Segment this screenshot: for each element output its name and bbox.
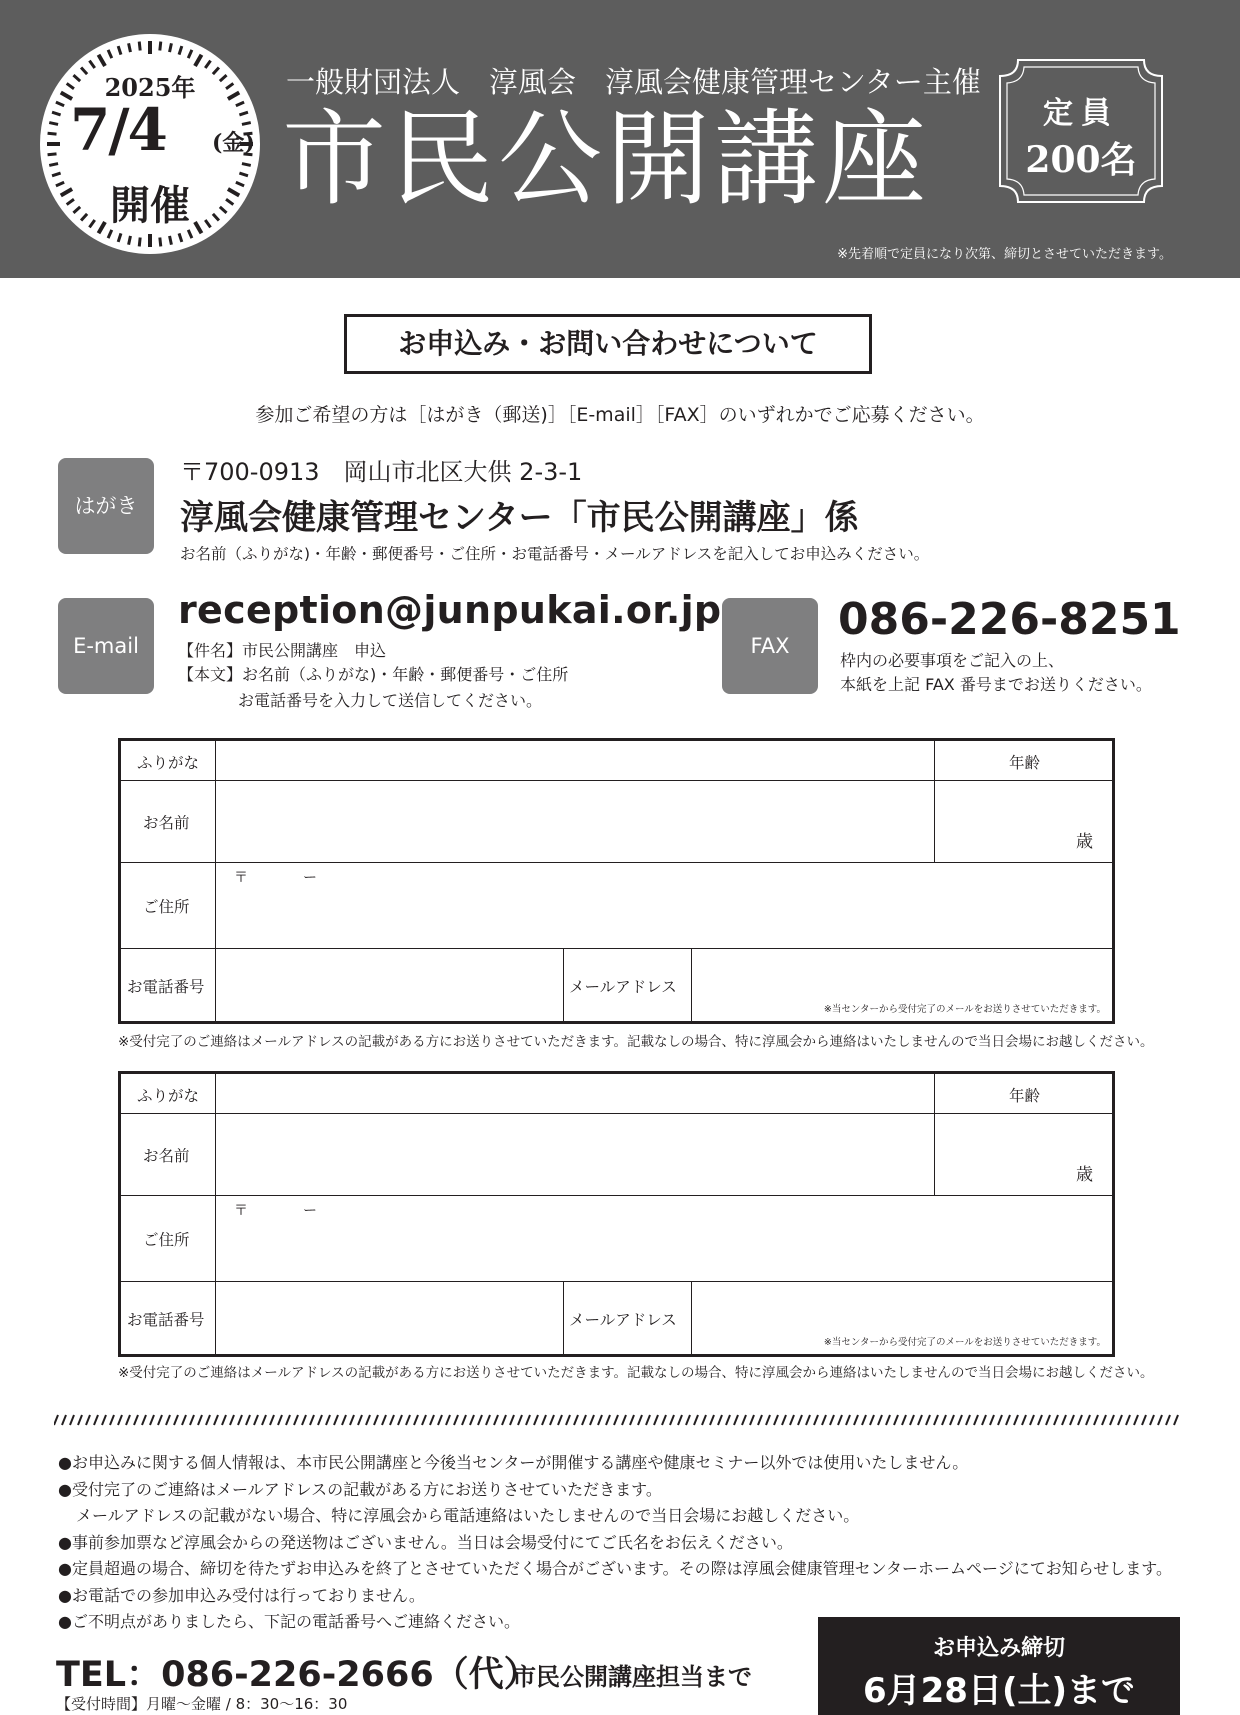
- divider-dash: [558, 1415, 562, 1425]
- phone-email-row: [121, 1282, 1112, 1354]
- divider-dash: [454, 1415, 458, 1425]
- clock-tick: [188, 50, 192, 58]
- divider-dash: [334, 1415, 338, 1425]
- page-title: 市民公開講座: [282, 98, 931, 220]
- divider-dash: [1126, 1415, 1130, 1425]
- divider-dash: [734, 1415, 738, 1425]
- divider-dash: [758, 1415, 762, 1425]
- age-label: 年齢: [1009, 1087, 1041, 1105]
- contact-hours: 【受付時間】月曜〜金曜 / 8：30〜16：30: [56, 1695, 348, 1713]
- name-label: お名前: [143, 1147, 190, 1165]
- apply-methods: 参加ご希望の方は［はがき（郵送)］［E-mail］［FAX］のいずれかでご応募ください。: [255, 404, 985, 426]
- divider-dash: [934, 1415, 938, 1425]
- divider-dash: [1110, 1415, 1114, 1425]
- divider-dash: [326, 1415, 330, 1425]
- clock-tick: [239, 112, 248, 115]
- divider-dash: [214, 1415, 218, 1425]
- divider-dash: [478, 1415, 482, 1425]
- divider-dash: [774, 1415, 778, 1425]
- capacity-badge: [998, 58, 1164, 204]
- clock-tick: [139, 42, 140, 51]
- address-field[interactable]: [217, 1196, 1112, 1281]
- divider-dash: [118, 1415, 122, 1425]
- divider-dash: [662, 1415, 666, 1425]
- divider-dash: [430, 1415, 434, 1425]
- divider-dash: [302, 1415, 306, 1425]
- furigana-row: [121, 741, 1112, 781]
- divider-dash: [150, 1415, 154, 1425]
- divider-dash: [470, 1415, 474, 1425]
- divider-dash: [1166, 1415, 1170, 1425]
- divider-dash: [62, 1415, 66, 1425]
- divider-dash: [462, 1415, 466, 1425]
- email-subject: 【件名】市民公開講座 申込: [178, 641, 387, 660]
- address-row: [121, 1196, 1112, 1282]
- divider-dash: [1054, 1415, 1058, 1425]
- divider-dash: [590, 1415, 594, 1425]
- divider-dash: [598, 1415, 602, 1425]
- clock-tick: [48, 133, 57, 134]
- first-come-note: ※先着順で定員になり次第、締切とさせていただきます。: [837, 247, 1172, 262]
- divider-dash: [654, 1415, 658, 1425]
- divider-dash: [630, 1415, 634, 1425]
- fax-instruction-1: 枠内の必要事項をご記入の上、: [840, 651, 1065, 670]
- divider-dash: [406, 1415, 410, 1425]
- divider-dash: [1134, 1415, 1138, 1425]
- divider-dash: [1142, 1415, 1146, 1425]
- divider-dash: [382, 1415, 386, 1425]
- divider-dash: [534, 1415, 538, 1425]
- divider-dash: [374, 1415, 378, 1425]
- divider-dash: [702, 1415, 706, 1425]
- postal-dash: ー: [303, 1203, 317, 1219]
- divider-dash: [1150, 1415, 1154, 1425]
- phone-label: お電話番号: [127, 978, 205, 996]
- age-unit: 歳: [1076, 832, 1093, 852]
- divider-dash: [886, 1415, 890, 1425]
- divider-dash: [622, 1415, 626, 1425]
- form-footnote-2: ※受付完了のご連絡はメールアドレスの記載がある方にお送りさせていただきます。記載なしの場合、特に淳風会から連絡はいたしませんので当日会場にお越しください。: [118, 1365, 1154, 1381]
- email-body-line1: 【本文】お名前（ふりがな)・年齢・郵便番号・ご住所: [178, 665, 569, 684]
- divider-dash: [134, 1415, 138, 1425]
- phone-field[interactable]: [217, 949, 561, 1021]
- divider-dash: [606, 1415, 610, 1425]
- postcard-note: お名前（ふりがな)・年齢・郵便番号・ご住所・お電話番号・メールアドレスを記入してお申込みください。: [180, 545, 930, 563]
- divider-dash: [438, 1415, 442, 1425]
- divider-dash: [838, 1415, 842, 1425]
- divider-dash: [582, 1415, 586, 1425]
- divider-dash: [366, 1415, 370, 1425]
- divider-dash: [526, 1415, 530, 1425]
- clock-tick: [89, 61, 94, 68]
- event-year: 2025年: [104, 73, 196, 102]
- application-form-1: [118, 738, 1115, 1024]
- postal-mark: 〒: [234, 870, 248, 886]
- divider-dash: [846, 1415, 850, 1425]
- postcard-recipient: 淳風会健康管理センター「市民公開講座」係: [180, 498, 859, 538]
- divider-dash: [1030, 1415, 1034, 1425]
- clock-tick: [118, 233, 121, 242]
- divider-dash: [70, 1415, 74, 1425]
- clock-tick: [205, 61, 210, 68]
- event-weekday: (金): [212, 130, 255, 156]
- divider-dash: [1006, 1415, 1010, 1425]
- divider-dash: [142, 1415, 146, 1425]
- age-unit: 歳: [1076, 1165, 1093, 1185]
- divider-dash: [1038, 1415, 1042, 1425]
- name-field[interactable]: [217, 781, 931, 862]
- divider-dash: [854, 1415, 858, 1425]
- divider-dash: [1158, 1415, 1162, 1425]
- divider-dash: [414, 1415, 418, 1425]
- divider-dash: [1102, 1415, 1106, 1425]
- note-item: ●お申込みに関する個人情報は、本市民公開講座と今後当センターが開催する講座や健康セミナー以外では使用いたしません。: [58, 1453, 969, 1472]
- divider-dash: [574, 1415, 578, 1425]
- divider-dash: [542, 1415, 546, 1425]
- divider-dash: [982, 1415, 986, 1425]
- clock-tick: [160, 42, 161, 51]
- divider-dash: [822, 1415, 826, 1425]
- divider-dash: [1070, 1415, 1074, 1425]
- form-footnote-1: ※受付完了のご連絡はメールアドレスの記載がある方にお送りさせていただきます。記載なしの場合、特に淳風会から連絡はいたしませんので当日会場にお越しください。: [118, 1034, 1154, 1050]
- divider-dash: [54, 1415, 58, 1425]
- divider-dash: [566, 1415, 570, 1425]
- capacity-label: 定員: [1043, 96, 1119, 131]
- divider-dash: [990, 1415, 994, 1425]
- clock-tick: [179, 233, 182, 242]
- email-field-note: ※当センターから受付完了のメールをお送りさせていただきます。: [823, 1004, 1106, 1015]
- divider-dash: [670, 1415, 674, 1425]
- clock-tick: [139, 237, 140, 246]
- clock-tick: [99, 55, 106, 66]
- divider-dash: [502, 1415, 506, 1425]
- divider-dash: [766, 1415, 770, 1425]
- divider-dash: [198, 1415, 202, 1425]
- divider-dash: [942, 1415, 946, 1425]
- divider-dash: [86, 1415, 90, 1425]
- contact-tel-suffix: 市民公開講座担当まで: [512, 1663, 752, 1691]
- divider-dash: [1086, 1415, 1090, 1425]
- name-row: [121, 781, 1112, 863]
- clock-tick: [49, 123, 58, 125]
- divider-dash: [206, 1415, 210, 1425]
- contact-tel: TEL：086-226-2666（代）: [56, 1655, 539, 1695]
- divider-dash: [902, 1415, 906, 1425]
- divider-dash: [398, 1415, 402, 1425]
- divider-dash: [862, 1415, 866, 1425]
- divider-dash: [910, 1415, 914, 1425]
- divider-dash: [254, 1415, 258, 1425]
- age-label: 年齢: [1009, 754, 1041, 772]
- divider-dash: [286, 1415, 290, 1425]
- application-form-2: [118, 1071, 1115, 1357]
- name-field[interactable]: [217, 1114, 931, 1195]
- divider-dash: [646, 1415, 650, 1425]
- divider-dash: [550, 1415, 554, 1425]
- furigana-label: ふりがな: [137, 1087, 200, 1105]
- divider-dash: [342, 1415, 346, 1425]
- phone-label: お電話番号: [127, 1311, 205, 1329]
- postal-dash: ー: [303, 870, 317, 886]
- divider-dash: [422, 1415, 426, 1425]
- clock-tick: [195, 55, 202, 66]
- email-label: メールアドレス: [569, 1311, 677, 1329]
- divider-dash: [126, 1415, 130, 1425]
- capacity-count: 200名: [1025, 139, 1137, 181]
- divider-dash: [806, 1415, 810, 1425]
- divider-dash: [742, 1415, 746, 1425]
- divider-dash: [350, 1415, 354, 1425]
- note-item: ●ご不明点がありましたら、下記の電話番号へご連絡ください。: [58, 1612, 520, 1631]
- header-banner: [0, 0, 1240, 278]
- phone-field[interactable]: [217, 1282, 561, 1354]
- divider-dash: [270, 1415, 274, 1425]
- divider-dash: [782, 1415, 786, 1425]
- divider-dash: [958, 1415, 962, 1425]
- note-item: ●事前参加票など淳風会からの発送物はございません。当日は会場受付にてご氏名をお伝えください。: [58, 1532, 793, 1552]
- divider-dash: [718, 1415, 722, 1425]
- divider-dash: [1046, 1415, 1050, 1425]
- divider-dash: [166, 1415, 170, 1425]
- deadline-label: お申込み締切: [932, 1636, 1065, 1661]
- address-label: ご住所: [143, 898, 190, 916]
- divider-dash: [686, 1415, 690, 1425]
- divider-dash: [830, 1415, 834, 1425]
- divider-dash: [918, 1415, 922, 1425]
- divider-dash: [78, 1415, 82, 1425]
- divider-dash: [798, 1415, 802, 1425]
- divider-dash: [494, 1415, 498, 1425]
- divider-dash: [998, 1415, 1002, 1425]
- divider-dash: [182, 1415, 186, 1425]
- divider-dash: [294, 1415, 298, 1425]
- divider-dash: [790, 1415, 794, 1425]
- postcard-badge: はがき: [58, 458, 154, 554]
- notes-list: [58, 1450, 1172, 1636]
- divider-dash: [358, 1415, 362, 1425]
- divider-dash: [310, 1415, 314, 1425]
- clock-date-badge: [40, 34, 260, 254]
- clock-tick: [170, 43, 172, 52]
- furigana-field[interactable]: [217, 1074, 931, 1113]
- phone-email-row: [121, 949, 1112, 1021]
- divider-dash: [678, 1415, 682, 1425]
- divider-dash: [694, 1415, 698, 1425]
- note-item: メールアドレスの記載がない場合、特に淳風会から電話連絡はいたしませんので当日会場にお越しください。: [76, 1506, 860, 1525]
- deadline-box: [818, 1617, 1180, 1715]
- clock-tick: [49, 164, 58, 166]
- organizer: 一般財団法人 淳風会 淳風会健康管理センター主催: [286, 65, 981, 99]
- fax-badge: FAX: [722, 598, 818, 694]
- email-field-note: ※当センターから受付完了のメールをお送りさせていただきます。: [823, 1337, 1106, 1348]
- divider-dash: [486, 1415, 490, 1425]
- clock-tick: [48, 154, 57, 155]
- clock-tick: [179, 46, 182, 55]
- clock-tick: [129, 236, 131, 245]
- email-address: reception@junpukai.or.jp: [178, 588, 722, 632]
- clock-tick: [160, 237, 161, 246]
- note-item: ●お電話での参加申込み受付は行っておりません。: [58, 1585, 425, 1605]
- clock-tick: [108, 50, 112, 58]
- divider-dash: [966, 1415, 970, 1425]
- divider-dash: [1062, 1415, 1066, 1425]
- divider-dash: [510, 1415, 514, 1425]
- postal-mark: 〒: [234, 1203, 248, 1219]
- divider-dash: [878, 1415, 882, 1425]
- divider-dash: [262, 1415, 266, 1425]
- divider-dash: [190, 1415, 194, 1425]
- divider-dash: [102, 1415, 106, 1425]
- divider-dash: [1094, 1415, 1098, 1425]
- note-item: ●定員超過の場合、締切を待たずお申込みを終了とさせていただく場合がございます。その際は淳風会健康管理センターホームページにてお知らせします。: [58, 1559, 1172, 1578]
- divider-dash: [1014, 1415, 1018, 1425]
- event-date: 7/4: [70, 96, 166, 164]
- clock-tick: [118, 46, 121, 55]
- clock-tick: [188, 230, 192, 238]
- email-label: メールアドレス: [569, 978, 677, 996]
- fax-number: 086-226-8251: [838, 594, 1181, 645]
- divider-dash: [1118, 1415, 1122, 1425]
- furigana-label: ふりがな: [137, 754, 200, 772]
- divider-dash: [174, 1415, 178, 1425]
- divider-dash: [246, 1415, 250, 1425]
- clock-tick: [52, 112, 61, 115]
- divider-dash: [894, 1415, 898, 1425]
- address-label: ご住所: [143, 1231, 190, 1249]
- divider-dash: [1078, 1415, 1082, 1425]
- email-badge: E-mail: [58, 598, 154, 694]
- divider-dash: [222, 1415, 226, 1425]
- postcard-address: 〒700-0913 岡山市北区大供 2-3-1: [180, 458, 583, 486]
- divider-dash: [238, 1415, 242, 1425]
- divider-dash: [710, 1415, 714, 1425]
- dotted-divider: [54, 1414, 1186, 1426]
- address-row: [121, 863, 1112, 949]
- clock-tick: [242, 164, 251, 166]
- furigana-row: [121, 1074, 1112, 1114]
- inquiry-heading: お申込み・お問い合わせについて: [344, 314, 872, 374]
- divider-dash: [318, 1415, 322, 1425]
- name-row: [121, 1114, 1112, 1196]
- divider-dash: [870, 1415, 874, 1425]
- address-field[interactable]: [217, 863, 1112, 948]
- clock-tick: [242, 123, 251, 125]
- divider-dash: [726, 1415, 730, 1425]
- divider-dash: [110, 1415, 114, 1425]
- divider-dash: [1022, 1415, 1026, 1425]
- divider-dash: [230, 1415, 234, 1425]
- divider-dash: [814, 1415, 818, 1425]
- furigana-field[interactable]: [217, 741, 931, 780]
- clock-tick: [170, 236, 172, 245]
- divider-dash: [614, 1415, 618, 1425]
- divider-dash: [974, 1415, 978, 1425]
- divider-dash: [926, 1415, 930, 1425]
- deadline-date: 6月28日(土)まで: [862, 1671, 1136, 1711]
- divider-dash: [446, 1415, 450, 1425]
- email-body-line2: お電話番号を入力して送信してください。: [238, 691, 543, 710]
- divider-dash: [638, 1415, 642, 1425]
- clock-tick: [108, 230, 112, 238]
- divider-dash: [950, 1415, 954, 1425]
- divider-dash: [750, 1415, 754, 1425]
- divider-dash: [1174, 1415, 1178, 1425]
- divider-dash: [94, 1415, 98, 1425]
- divider-dash: [518, 1415, 522, 1425]
- divider-dash: [158, 1415, 162, 1425]
- name-label: お名前: [143, 814, 190, 832]
- divider-dash: [390, 1415, 394, 1425]
- note-item: ●受付完了のご連絡はメールアドレスの記載がある方にお送りさせていただきます。: [58, 1479, 662, 1499]
- clock-tick: [129, 43, 131, 52]
- event-held-label: 開催: [110, 182, 190, 229]
- fax-instruction-2: 本紙を上記 FAX 番号までお送りください。: [840, 675, 1152, 694]
- divider-dash: [278, 1415, 282, 1425]
